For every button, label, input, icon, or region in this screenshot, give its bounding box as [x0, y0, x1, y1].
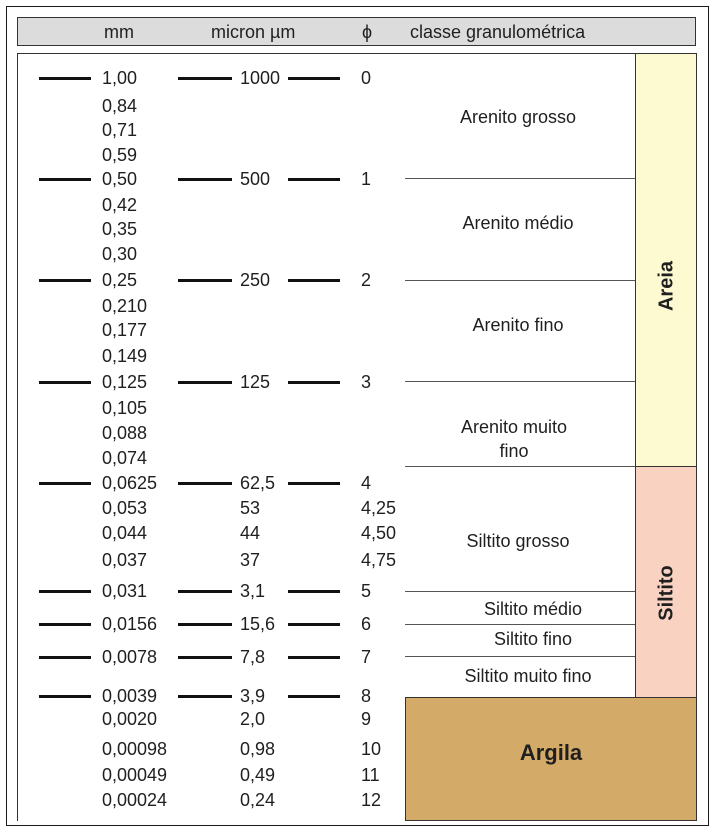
- micron-value: 15,6: [240, 614, 276, 634]
- micron-value: 62,5: [240, 473, 276, 493]
- scale-tick: [288, 623, 340, 626]
- mm-value: 0,00024: [102, 790, 168, 810]
- mm-value: 0,42: [102, 195, 138, 215]
- scale-tick: [288, 482, 340, 485]
- scale-tick: [288, 590, 340, 593]
- phi-value: 12: [361, 790, 382, 810]
- micron-value: 1000: [240, 68, 281, 88]
- scale-tick: [288, 381, 340, 384]
- class-arenito-muito-fino: Arenito muito fino: [460, 417, 568, 461]
- class-arenito-grosso: Arenito grosso: [459, 107, 577, 127]
- phi-value: 10: [361, 739, 382, 759]
- scale-tick: [39, 656, 91, 659]
- class-separator: [405, 280, 635, 281]
- header-micron: micron µm: [211, 22, 296, 42]
- group-areia-label: Areia: [655, 260, 678, 312]
- scale-tick: [39, 482, 91, 485]
- mm-value: 0,0156: [102, 614, 158, 634]
- mm-value: 0,00049: [102, 765, 168, 785]
- mm-value: 0,35: [102, 219, 138, 239]
- mm-value: 0,0020: [102, 709, 158, 729]
- phi-value: 5: [361, 581, 372, 601]
- micron-value: 0,49: [240, 765, 276, 785]
- group-argila-label: Argila: [519, 740, 583, 765]
- scale-tick: [39, 695, 91, 698]
- class-separator: [405, 624, 635, 625]
- mm-value: 0,053: [102, 498, 148, 518]
- scale-tick: [178, 381, 232, 384]
- class-arenito-medio: Arenito médio: [462, 213, 574, 233]
- header-classe: classe granulométrica: [410, 22, 586, 42]
- class-siltito-muito-fino: Siltito muito fino: [464, 666, 592, 686]
- mm-value: 0,210: [102, 296, 148, 316]
- mm-value: 0,105: [102, 398, 148, 418]
- mm-value: 0,0625: [102, 473, 158, 493]
- scale-tick: [288, 656, 340, 659]
- scale-tick: [178, 482, 232, 485]
- mm-value: 0,044: [102, 523, 148, 543]
- scale-tick: [178, 656, 232, 659]
- group-areia: [635, 53, 697, 467]
- scale-tick: [39, 381, 91, 384]
- micron-value: 3,9: [240, 686, 266, 706]
- scale-tick: [288, 178, 340, 181]
- class-arenito-fino: Arenito fino: [472, 315, 564, 335]
- class-separator: [405, 656, 635, 657]
- phi-value: 3: [361, 372, 372, 392]
- phi-value: 11: [361, 765, 380, 785]
- micron-value: 37: [240, 550, 261, 570]
- scale-tick: [288, 695, 340, 698]
- table-header: [17, 17, 696, 46]
- scale-tick: [39, 590, 91, 593]
- class-separator: [405, 178, 635, 179]
- scale-tick: [178, 178, 232, 181]
- scale-tick: [178, 695, 232, 698]
- phi-value: 9: [361, 709, 372, 729]
- phi-value: 4,25: [361, 498, 397, 518]
- header-phi: ϕ: [362, 22, 373, 42]
- phi-value: 4,50: [361, 523, 397, 543]
- scale-tick: [39, 623, 91, 626]
- scale-tick: [39, 178, 91, 181]
- mm-value: 0,149: [102, 346, 148, 366]
- phi-value: 4,75: [361, 550, 397, 570]
- phi-value: 4: [361, 473, 372, 493]
- phi-value: 0: [361, 68, 372, 88]
- scale-tick: [39, 279, 91, 282]
- mm-value: 0,031: [102, 581, 148, 601]
- micron-value: 0,98: [240, 739, 276, 759]
- mm-value: 0,71: [102, 120, 138, 140]
- mm-value: 0,30: [102, 244, 138, 264]
- micron-value: 2,0: [240, 709, 266, 729]
- micron-value: 3,1: [240, 581, 266, 601]
- mm-value: 0,0039: [102, 686, 158, 706]
- micron-value: 44: [240, 523, 261, 543]
- mm-value: 0,84: [102, 96, 138, 116]
- mm-value: 0,177: [102, 320, 148, 340]
- mm-value: 0,00098: [102, 739, 168, 759]
- class-siltito-medio: Siltito médio: [483, 599, 583, 619]
- scale-tick: [39, 77, 91, 80]
- scale-tick: [178, 77, 232, 80]
- mm-value: 0,25: [102, 270, 138, 290]
- micron-value: 53: [240, 498, 261, 518]
- scale-tick: [178, 279, 232, 282]
- group-siltito: [635, 466, 697, 698]
- header-mm: mm: [104, 22, 134, 42]
- scale-tick: [288, 77, 340, 80]
- mm-value: 0,50: [102, 169, 138, 189]
- scale-tick: [178, 623, 232, 626]
- scale-tick: [178, 590, 232, 593]
- phi-value: 8: [361, 686, 372, 706]
- class-siltito-grosso: Siltito grosso: [466, 531, 570, 551]
- group-argila: [405, 697, 697, 821]
- mm-value: 1,00: [102, 68, 138, 88]
- mm-value: 0,59: [102, 145, 138, 165]
- mm-value: 0,0078: [102, 647, 158, 667]
- micron-value: 0,24: [240, 790, 276, 810]
- phi-value: 2: [361, 270, 372, 290]
- mm-value: 0,088: [102, 423, 148, 443]
- phi-value: 6: [361, 614, 372, 634]
- micron-value: 500: [240, 169, 271, 189]
- micron-value: 250: [240, 270, 271, 290]
- class-siltito-fino: Siltito fino: [493, 629, 573, 649]
- group-siltito-label: Siltito: [655, 565, 678, 621]
- class-separator: [405, 591, 635, 592]
- mm-value: 0,074: [102, 448, 148, 468]
- phi-value: 1: [361, 169, 372, 189]
- phi-value: 7: [361, 647, 372, 667]
- micron-value: 7,8: [240, 647, 266, 667]
- micron-value: 125: [240, 372, 271, 392]
- mm-value: 0,037: [102, 550, 148, 570]
- mm-value: 0,125: [102, 372, 148, 392]
- scale-tick: [288, 279, 340, 282]
- class-separator: [405, 381, 635, 382]
- class-separator: [405, 466, 635, 467]
